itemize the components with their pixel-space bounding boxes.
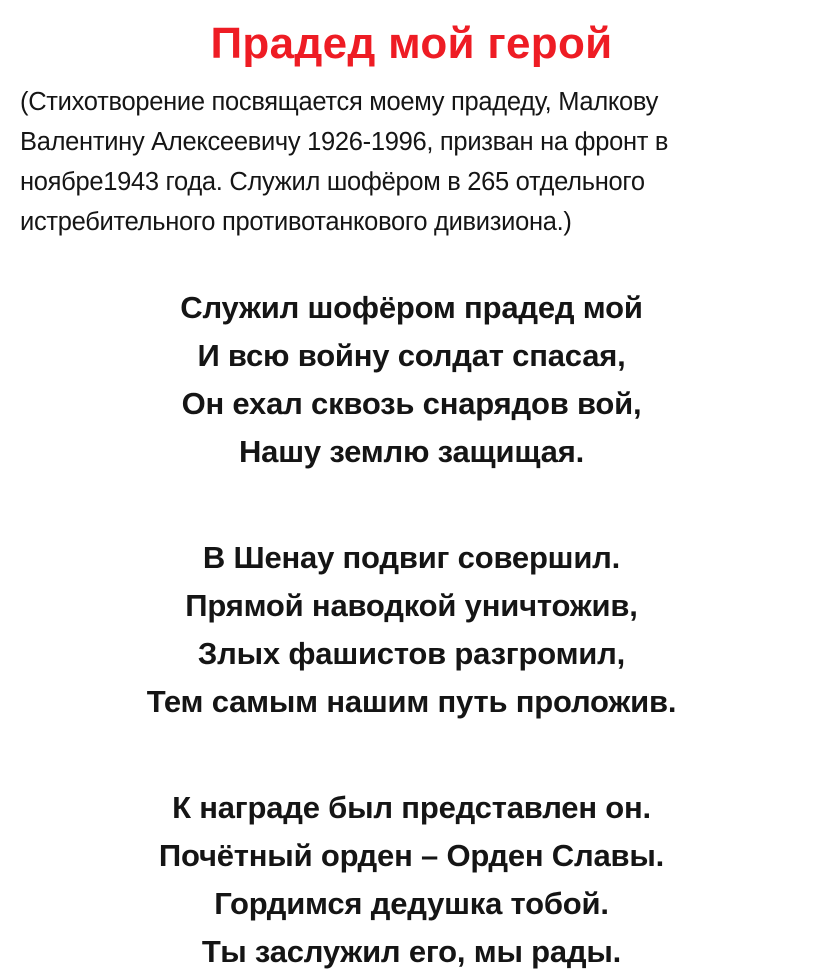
verse-line: Служил шофёром прадед мой (180, 290, 643, 325)
verse-line: К награде был представлен он. (172, 790, 651, 825)
verse-line: Ты заслужил его, мы рады. (201, 934, 622, 969)
stanza-1 (0, 284, 823, 476)
stanza-2 (0, 534, 823, 726)
verse-line: И всю войну солдат спасая, (197, 338, 626, 373)
verse-line: Нашу землю защищая. (239, 434, 584, 469)
verse-line: В Шенау подвиг совершил. (202, 540, 621, 575)
dedication-note (20, 82, 810, 242)
verse-line: Почётный орден – Орден Славы. (158, 838, 665, 873)
dedication-line: ноябре1943 года. Служил шофёром в 265 отдельного (20, 168, 645, 196)
stanza-3 (0, 784, 823, 976)
verse-line: Тем самым нашим путь проложив. (146, 684, 677, 719)
poem-body (0, 284, 823, 976)
verse-line: Прямой наводкой уничтожив, (185, 588, 638, 623)
page-title: Прадед мой герой (210, 19, 613, 68)
dedication-line: Валентину Алексеевичу 1926-1996, призван на фронт в (20, 128, 669, 156)
verse-line: Злых фашистов разгромил, (197, 636, 626, 671)
verse-line: Он ехал сквозь снарядов вой, (181, 386, 642, 421)
verse-line: Гордимся дедушка тобой. (214, 886, 609, 921)
dedication-line: (Стихотворение посвящается моему прадеду, Малкову (20, 88, 659, 116)
dedication-line: истребительного противотанкового дивизиона.) (20, 208, 572, 236)
